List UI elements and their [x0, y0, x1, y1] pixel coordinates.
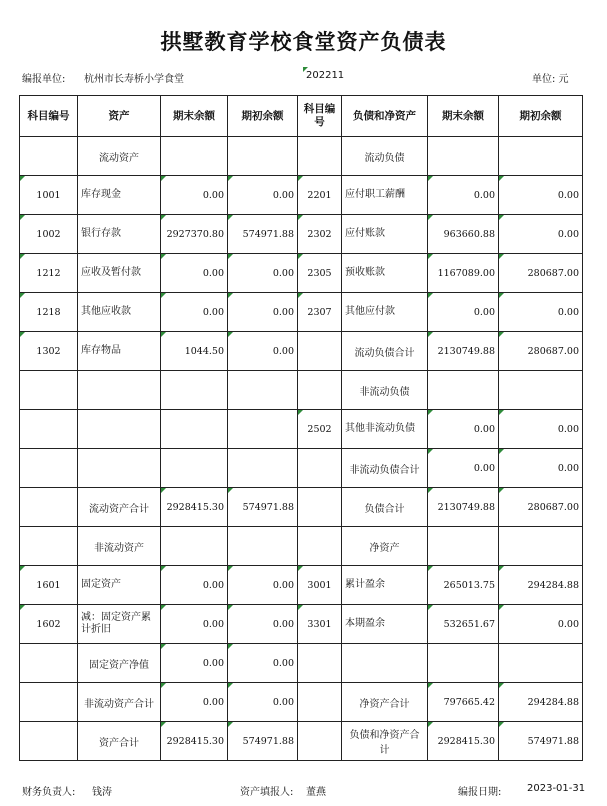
table-row: [20, 254, 583, 293]
asset-code-cell: [20, 449, 78, 488]
asset-name-cell: 减：固定资产累计折旧: [78, 605, 161, 644]
asset-opening-balance-cell: 0.00: [228, 566, 298, 605]
asset-opening-balance-cell: [228, 527, 298, 566]
asset-opening-balance-cell: 0.00: [228, 293, 298, 332]
asset-opening-balance-cell: [228, 137, 298, 176]
liability-ending-balance-cell: 2130749.88: [428, 488, 499, 527]
asset-ending-balance-cell: [161, 371, 228, 410]
liability-name-cell: 净资产: [342, 527, 428, 566]
asset-code-cell: [20, 137, 78, 176]
asset-code-cell: [20, 410, 78, 449]
asset-opening-balance-cell: [228, 449, 298, 488]
asset-code-cell: [20, 644, 78, 683]
liability-opening-balance-cell: 0.00: [499, 293, 583, 332]
liability-ending-balance-cell: 532651.67: [428, 605, 499, 644]
liability-code-cell: 3301: [298, 605, 342, 644]
currency-unit: 单位: 元: [532, 74, 569, 85]
column-header: 期初余额: [499, 96, 583, 137]
asset-name-cell: 流动资产合计: [78, 488, 161, 527]
asset-code-cell: [20, 527, 78, 566]
asset-ending-balance-cell: 0.00: [161, 605, 228, 644]
asset-opening-balance-cell: [228, 410, 298, 449]
liability-opening-balance-cell: [499, 644, 583, 683]
asset-ending-balance-cell: [161, 527, 228, 566]
liability-ending-balance-cell: 797665.42: [428, 683, 499, 722]
asset-name-cell: 其他应收款: [78, 293, 161, 332]
asset-code-cell: 1002: [20, 215, 78, 254]
liability-ending-balance-cell: 0.00: [428, 449, 499, 488]
table-row: [20, 293, 583, 332]
asset-code-cell: [20, 683, 78, 722]
liability-name-cell: 本期盈余: [342, 605, 428, 644]
liability-name-cell: 非流动负债: [342, 371, 428, 410]
date-label: 编报日期:: [458, 787, 502, 798]
liability-name-cell: 其他非流动负债: [342, 410, 428, 449]
asset-name-cell: 非流动资产: [78, 527, 161, 566]
liability-code-cell: 2502: [298, 410, 342, 449]
asset-name-cell: 应收及暂付款: [78, 254, 161, 293]
asset-name-cell: 流动资产: [78, 137, 161, 176]
column-header: 科目编号: [20, 96, 78, 137]
asset-code-cell: [20, 488, 78, 527]
table-row: [20, 176, 583, 215]
asset-opening-balance-cell: 0.00: [228, 644, 298, 683]
column-header: 科目编号: [298, 96, 342, 137]
asset-opening-balance-cell: 0.00: [228, 254, 298, 293]
liability-ending-balance-cell: 0.00: [428, 293, 499, 332]
liability-name-cell: 负债和净资产合计: [342, 722, 428, 761]
asset-name-cell: [78, 371, 161, 410]
asset-ending-balance-cell: 2928415.30: [161, 722, 228, 761]
table-row: [20, 410, 583, 449]
asset-ending-balance-cell: [161, 137, 228, 176]
table-row: [20, 605, 583, 644]
table-header-row: [20, 96, 583, 137]
table-row: [20, 566, 583, 605]
asset-code-cell: 1218: [20, 293, 78, 332]
liability-ending-balance-cell: 963660.88: [428, 215, 499, 254]
liability-opening-balance-cell: 0.00: [499, 410, 583, 449]
table-row: [20, 137, 583, 176]
liability-name-cell: 应付职工薪酬: [342, 176, 428, 215]
liability-name-cell: 流动负债合计: [342, 332, 428, 371]
table-row: [20, 332, 583, 371]
asset-ending-balance-cell: 0.00: [161, 683, 228, 722]
asset-name-cell: 固定资产: [78, 566, 161, 605]
table-row: [20, 683, 583, 722]
finance-label: 财务负责人:: [22, 787, 76, 798]
table-row: [20, 644, 583, 683]
liability-code-cell: 2305: [298, 254, 342, 293]
asset-opening-balance-cell: 0.00: [228, 176, 298, 215]
asset-opening-balance-cell: 0.00: [228, 332, 298, 371]
liability-code-cell: [298, 722, 342, 761]
liability-name-cell: 净资产合计: [342, 683, 428, 722]
liability-name-cell: 应付账款: [342, 215, 428, 254]
report-date: 2023-01-31: [527, 783, 586, 794]
liability-name-cell: 非流动负债合计: [342, 449, 428, 488]
liability-opening-balance-cell: [499, 527, 583, 566]
asset-ending-balance-cell: 0.00: [161, 644, 228, 683]
liability-code-cell: 3001: [298, 566, 342, 605]
liability-name-cell: 流动负债: [342, 137, 428, 176]
liability-name-cell: 预收账款: [342, 254, 428, 293]
asset-label: 资产填报人:: [240, 787, 294, 798]
column-header: 负债和净资产: [342, 96, 428, 137]
liability-ending-balance-cell: 1167089.00: [428, 254, 499, 293]
table-row: [20, 449, 583, 488]
liability-opening-balance-cell: 574971.88: [499, 722, 583, 761]
liability-code-cell: 2302: [298, 215, 342, 254]
liability-ending-balance-cell: 2130749.88: [428, 332, 499, 371]
asset-opening-balance-cell: 574971.88: [228, 215, 298, 254]
asset-ending-balance-cell: [161, 410, 228, 449]
liability-opening-balance-cell: 0.00: [499, 215, 583, 254]
report-title: 拱墅教育学校食堂资产负债表: [160, 30, 447, 54]
asset-code-cell: 1212: [20, 254, 78, 293]
org-label: 编报单位:: [22, 74, 66, 85]
column-header: 期初余额: [228, 96, 298, 137]
asset-name-cell: 库存现金: [78, 176, 161, 215]
asset-code-cell: [20, 371, 78, 410]
asset-opening-balance-cell: 574971.88: [228, 722, 298, 761]
liability-code-cell: [298, 332, 342, 371]
liability-opening-balance-cell: 0.00: [499, 449, 583, 488]
asset-opening-balance-cell: 0.00: [228, 605, 298, 644]
asset-code-cell: 1602: [20, 605, 78, 644]
liability-opening-balance-cell: 0.00: [499, 605, 583, 644]
column-header: 资产: [78, 96, 161, 137]
asset-ending-balance-cell: 0.00: [161, 176, 228, 215]
asset-filler: 董燕: [306, 787, 326, 798]
org-name: 杭州市长寿桥小学食堂: [84, 74, 184, 85]
liability-opening-balance-cell: 280687.00: [499, 332, 583, 371]
table-body: [20, 137, 583, 761]
liability-ending-balance-cell: 2928415.30: [428, 722, 499, 761]
liability-code-cell: [298, 137, 342, 176]
asset-opening-balance-cell: 0.00: [228, 683, 298, 722]
asset-name-cell: 银行存款: [78, 215, 161, 254]
liability-ending-balance-cell: [428, 644, 499, 683]
liability-opening-balance-cell: [499, 137, 583, 176]
liability-opening-balance-cell: 0.00: [499, 176, 583, 215]
asset-name-cell: 非流动资产合计: [78, 683, 161, 722]
liability-code-cell: [298, 371, 342, 410]
asset-opening-balance-cell: 574971.88: [228, 488, 298, 527]
asset-ending-balance-cell: 0.00: [161, 254, 228, 293]
asset-name-cell: 固定资产净值: [78, 644, 161, 683]
liability-opening-balance-cell: 294284.88: [499, 683, 583, 722]
asset-ending-balance-cell: 2928415.30: [161, 488, 228, 527]
table-row: [20, 527, 583, 566]
liability-ending-balance-cell: [428, 371, 499, 410]
asset-code-cell: 1601: [20, 566, 78, 605]
liability-ending-balance-cell: 0.00: [428, 176, 499, 215]
asset-opening-balance-cell: [228, 371, 298, 410]
asset-name-cell: [78, 449, 161, 488]
liability-name-cell: 负债合计: [342, 488, 428, 527]
liability-name-cell: 其他应付款: [342, 293, 428, 332]
asset-code-cell: [20, 722, 78, 761]
column-header: 期末余额: [161, 96, 228, 137]
asset-name-cell: 库存物品: [78, 332, 161, 371]
asset-ending-balance-cell: 2927370.80: [161, 215, 228, 254]
liability-code-cell: [298, 644, 342, 683]
liability-ending-balance-cell: [428, 527, 499, 566]
asset-ending-balance-cell: 0.00: [161, 293, 228, 332]
liability-code-cell: 2307: [298, 293, 342, 332]
asset-ending-balance-cell: [161, 449, 228, 488]
liability-name-cell: 累计盈余: [342, 566, 428, 605]
liability-opening-balance-cell: 280687.00: [499, 488, 583, 527]
liability-code-cell: 2201: [298, 176, 342, 215]
asset-ending-balance-cell: 0.00: [161, 566, 228, 605]
table-row: [20, 488, 583, 527]
liability-code-cell: [298, 527, 342, 566]
liability-ending-balance-cell: 0.00: [428, 410, 499, 449]
table-row: [20, 215, 583, 254]
liability-opening-balance-cell: [499, 371, 583, 410]
table-row: [20, 722, 583, 761]
liability-code-cell: [298, 488, 342, 527]
asset-name-cell: 资产合计: [78, 722, 161, 761]
liability-ending-balance-cell: [428, 137, 499, 176]
table-row: [20, 371, 583, 410]
asset-code-cell: 1001: [20, 176, 78, 215]
liability-ending-balance-cell: 265013.75: [428, 566, 499, 605]
liability-code-cell: [298, 449, 342, 488]
liability-code-cell: [298, 683, 342, 722]
asset-code-cell: 1302: [20, 332, 78, 371]
column-header: 期末余额: [428, 96, 499, 137]
asset-name-cell: [78, 410, 161, 449]
report-period: 202211: [306, 70, 345, 81]
finance-officer: 钱涛: [92, 787, 112, 798]
asset-ending-balance-cell: 1044.50: [161, 332, 228, 371]
liability-opening-balance-cell: 280687.00: [499, 254, 583, 293]
liability-name-cell: [342, 644, 428, 683]
balance-sheet-table: [19, 95, 583, 761]
liability-opening-balance-cell: 294284.88: [499, 566, 583, 605]
